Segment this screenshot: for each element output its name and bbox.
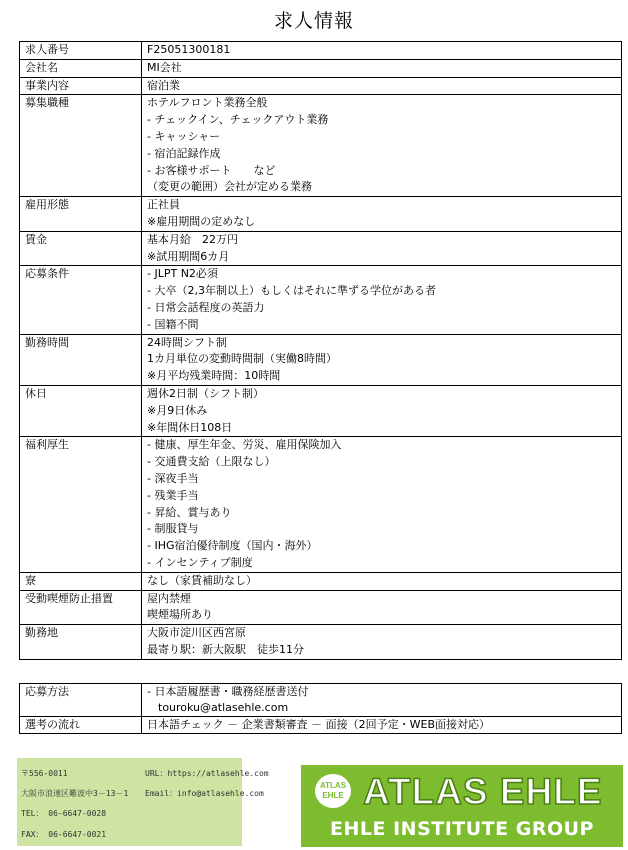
row-label: 休日 — [20, 385, 142, 436]
postal-code: 〒556-0011 — [21, 769, 68, 778]
value-line: ※試用期間6カ月 — [147, 249, 230, 263]
value-line: 24時間シフト制 — [147, 335, 227, 349]
table-row — [20, 684, 622, 717]
value-line: 屋内禁煙 — [147, 591, 191, 605]
value-line: ※月9日休み — [147, 403, 208, 417]
value-line: - 日常会話程度の英語力 — [147, 300, 265, 314]
row-value — [142, 231, 622, 266]
logo-brand: ATLAS EHLE — [363, 771, 603, 812]
row-label: 事業内容 — [20, 77, 142, 95]
value-line: なし（家賃補助なし） — [147, 573, 257, 587]
value-line: 大阪市淀川区西宮原 — [147, 626, 246, 640]
value-line: - インセンティブ制度 — [147, 555, 253, 569]
logo-group-name: EHLE INSTITUTE GROUP — [330, 818, 594, 840]
table-row — [20, 437, 622, 572]
value-line: - 国籍不問 — [147, 317, 199, 331]
row-value — [142, 59, 622, 77]
row-label: 受動喫煙防止措置 — [20, 590, 142, 625]
row-label: 選考の流れ — [20, 717, 142, 734]
table-row — [20, 197, 622, 232]
value-line: F25051300181 — [147, 43, 231, 56]
row-label: 雇用形態 — [20, 197, 142, 232]
value-line: 最寄り駅：新大阪駅 徒歩11分 — [147, 642, 304, 656]
value-line: - JLPT N2必須 — [147, 267, 218, 281]
table-row — [20, 231, 622, 266]
value-line: - 健康、厚生年金、労災、雇用保険加入 — [147, 438, 342, 452]
value-line: ※年間休日108日 — [147, 420, 233, 434]
url-link[interactable]: URL：https://atlasehle.com — [145, 769, 269, 778]
row-label: 勤務地 — [20, 625, 142, 660]
row-value — [142, 437, 622, 572]
value-line: - 交通費支給（上限なし） — [147, 455, 276, 469]
value-line: - 残業手当 — [147, 488, 199, 502]
value-line: 喫煙場所あり — [147, 608, 213, 622]
table-row — [20, 385, 622, 436]
value-line: - お客様サポート など — [147, 163, 276, 177]
row-value — [142, 95, 622, 197]
job-info-table — [19, 41, 622, 660]
row-label: 福利厚生 — [20, 437, 142, 572]
value-line: - 昇給、賞与あり — [147, 505, 232, 519]
row-label: 募集職種 — [20, 95, 142, 197]
value-line: 正社員 — [147, 198, 180, 212]
value-line: 宿泊業 — [147, 78, 180, 92]
logo-mark-line1: ATLAS — [319, 781, 347, 790]
value-line: MI会社 — [147, 60, 182, 74]
table-row — [20, 42, 622, 60]
table-row — [20, 590, 622, 625]
atlas-ehle-logo — [301, 765, 623, 847]
table-row — [20, 572, 622, 590]
row-value — [142, 385, 622, 436]
table-row — [20, 77, 622, 95]
row-value — [142, 590, 622, 625]
value-line: - キャッシャー — [147, 129, 221, 143]
value-line: touroku@atlasehle.com — [147, 701, 289, 714]
value-line: - IHG宿泊優待制度（国内・海外） — [147, 539, 318, 553]
tel: TEL： 06-6647-0028 — [21, 809, 107, 818]
value-line: 週休2日制（シフト制） — [147, 386, 264, 400]
row-value — [142, 572, 622, 590]
table-row — [20, 95, 622, 197]
application-table — [19, 683, 622, 734]
value-line: - 深夜手当 — [147, 471, 199, 485]
fax: FAX： 06-6647-0021 — [21, 830, 107, 839]
row-value — [142, 334, 622, 385]
value-line: ※月平均残業時間：10時間 — [147, 369, 281, 383]
table-row — [20, 625, 622, 660]
address: 大阪市浪速区難波中3－13－1 — [21, 789, 129, 798]
row-label: 求人番号 — [20, 42, 142, 60]
table-row — [20, 334, 622, 385]
row-value — [142, 266, 622, 334]
contact-box — [17, 758, 269, 846]
page-title: 求人情報 — [273, 10, 354, 32]
value-line: - 制服貸与 — [147, 522, 199, 536]
value-line: 日本語チェック － 企業書類審査 － 面接（2回予定・WEB面接対応） — [147, 718, 491, 731]
email-link[interactable]: Email：info@atlasehle.com — [145, 789, 264, 798]
value-line: - 日本語履歴書・職務経歴書送付 — [147, 685, 309, 698]
table-row — [20, 59, 622, 77]
row-label: 応募条件 — [20, 266, 142, 334]
row-value — [142, 625, 622, 660]
value-line: ホテルフロント業務全般 — [147, 96, 268, 110]
globe-icon — [315, 774, 351, 808]
row-label: 勤務時間 — [20, 334, 142, 385]
row-value — [142, 684, 622, 717]
row-value — [142, 717, 622, 734]
row-value — [142, 77, 622, 95]
row-value — [142, 42, 622, 60]
value-line: 基本月給 22万円 — [147, 232, 238, 246]
row-label: 応募方法 — [20, 684, 142, 717]
value-line: - チェックイン、チェックアウト業務 — [147, 113, 329, 127]
value-line: - 宿泊記録作成 — [147, 146, 221, 160]
logo-mark-line2: EHLE — [322, 791, 344, 800]
value-line: ※雇用期間の定めなし — [147, 214, 256, 228]
value-line: - 大卒（2,3年制以上）もしくはそれに準ずる学位がある者 — [147, 284, 436, 298]
row-label: 会社名 — [20, 59, 142, 77]
table-row — [20, 717, 622, 734]
value-line: （変更の範囲）会社が定める業務 — [147, 180, 312, 194]
table-row — [20, 266, 622, 334]
row-value — [142, 197, 622, 232]
row-label: 賃金 — [20, 231, 142, 266]
row-label: 寮 — [20, 572, 142, 590]
value-line: 1カ月単位の変動時間制（実働8時間） — [147, 352, 337, 366]
